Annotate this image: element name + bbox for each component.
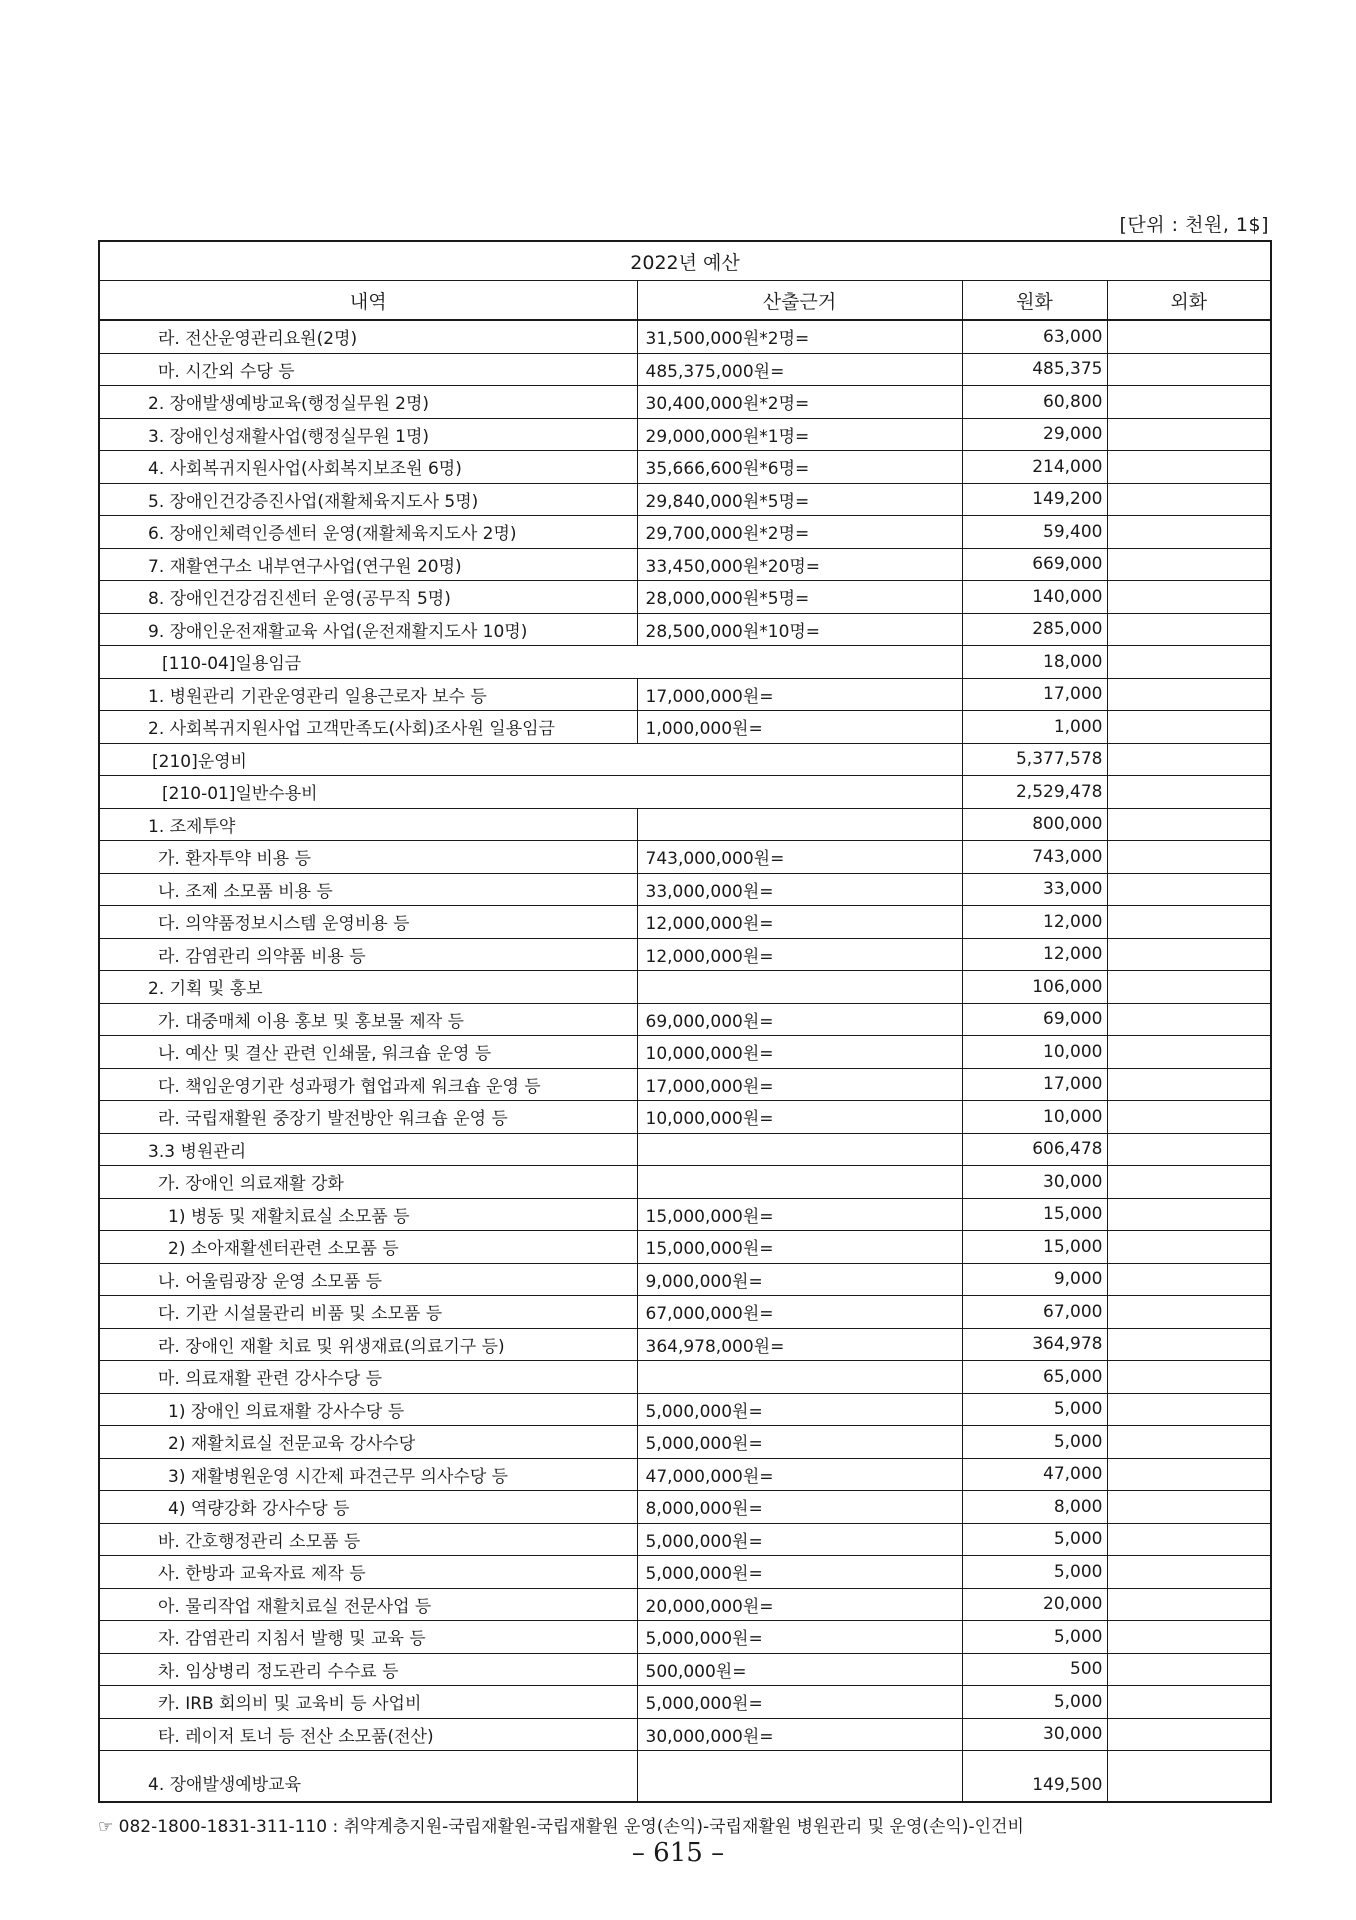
row-basis: 31,500,000원*2명= [637, 320, 962, 353]
table-row [99, 841, 1271, 874]
row-basis: 67,000,000원= [637, 1296, 962, 1329]
row-description: 가. 대중매체 이용 홍보 및 홍보물 제작 등 [99, 1003, 637, 1036]
table-row [99, 1393, 1271, 1426]
row-amount-krw: 18,000 [962, 646, 1107, 679]
row-basis: 12,000,000원= [637, 906, 962, 939]
row-amount-fx [1107, 1393, 1271, 1426]
row-description: 라. 국립재활원 중장기 발전방안 워크숍 운영 등 [99, 1101, 637, 1134]
row-description: 1. 조제투약 [99, 808, 637, 841]
footnote: ☞ 082-1800-1831-311-110 : 취약계층지원-국립재활원-국립재활원 운영(손익)-국립재활원 병원관리 및 운영(손익)-인건비 [98, 1817, 1024, 1837]
table-row [99, 451, 1271, 484]
row-basis: 10,000,000원= [637, 1101, 962, 1134]
table-row [99, 1198, 1271, 1231]
table-row [99, 1686, 1271, 1719]
row-description: [210-01]일반수용비 [99, 776, 962, 809]
row-amount-fx [1107, 1036, 1271, 1069]
row-description: 다. 의약품정보시스템 운영비용 등 [99, 906, 637, 939]
row-description: 2. 사회복귀지원사업 고객만족도(사회)조사원 일용임금 [99, 711, 637, 744]
row-amount-krw: 5,000 [962, 1556, 1107, 1589]
row-amount-fx [1107, 1068, 1271, 1101]
row-description: 4) 역량강화 강사수당 등 [99, 1491, 637, 1524]
table-row [99, 613, 1271, 646]
row-basis: 5,000,000원= [637, 1426, 962, 1459]
row-description: 2. 기획 및 홍보 [99, 971, 637, 1004]
row-amount-fx [1107, 1458, 1271, 1491]
row-amount-fx [1107, 516, 1271, 549]
table-row [99, 516, 1271, 549]
row-description: 3.3 병원관리 [99, 1133, 637, 1166]
row-amount-fx [1107, 906, 1271, 939]
row-description: 4. 장애발생예방교육 [99, 1751, 637, 1803]
row-description: 자. 감염관리 지침서 발행 및 교육 등 [99, 1621, 637, 1654]
table-row [99, 678, 1271, 711]
table-row [99, 743, 1271, 776]
row-description: 7. 재활연구소 내부연구사업(연구원 20명) [99, 548, 637, 581]
table-row [99, 1653, 1271, 1686]
row-amount-fx [1107, 1653, 1271, 1686]
row-basis: 8,000,000원= [637, 1491, 962, 1524]
row-amount-krw: 60,800 [962, 386, 1107, 419]
row-description: 마. 의료재활 관련 강사수당 등 [99, 1361, 637, 1394]
row-amount-fx [1107, 451, 1271, 484]
row-amount-krw: 5,000 [962, 1686, 1107, 1719]
table-row [99, 418, 1271, 451]
table-row [99, 1003, 1271, 1036]
row-amount-fx [1107, 353, 1271, 386]
row-description: 가. 장애인 의료재활 강화 [99, 1166, 637, 1199]
row-basis: 15,000,000원= [637, 1198, 962, 1231]
row-amount-fx [1107, 1718, 1271, 1751]
row-amount-fx [1107, 418, 1271, 451]
row-description: 라. 전산운영관리요원(2명) [99, 320, 637, 353]
row-amount-krw: 30,000 [962, 1718, 1107, 1751]
row-basis: 33,000,000원= [637, 873, 962, 906]
row-basis: 69,000,000원= [637, 1003, 962, 1036]
row-basis: 5,000,000원= [637, 1393, 962, 1426]
row-amount-fx [1107, 1003, 1271, 1036]
table-row [99, 646, 1271, 679]
row-basis: 5,000,000원= [637, 1556, 962, 1589]
row-amount-fx [1107, 1621, 1271, 1654]
row-amount-krw: 743,000 [962, 841, 1107, 874]
row-description: 2. 장애발생예방교육(행정실무원 2명) [99, 386, 637, 419]
table-row [99, 386, 1271, 419]
row-amount-fx [1107, 1263, 1271, 1296]
row-amount-krw: 5,000 [962, 1523, 1107, 1556]
row-description: 1) 장애인 의료재활 강사수당 등 [99, 1393, 637, 1426]
row-basis: 28,000,000원*5명= [637, 581, 962, 614]
row-amount-krw: 500 [962, 1653, 1107, 1686]
row-basis [637, 1361, 962, 1394]
row-description: 2) 소아재활센터관련 소모품 등 [99, 1231, 637, 1264]
row-amount-fx [1107, 1166, 1271, 1199]
table-row [99, 1621, 1271, 1654]
row-description: 6. 장애인체력인증센터 운영(재활체육지도사 2명) [99, 516, 637, 549]
row-amount-fx [1107, 1556, 1271, 1589]
budget-table [98, 240, 1272, 1803]
row-basis: 17,000,000원= [637, 678, 962, 711]
table-row [99, 1361, 1271, 1394]
row-amount-krw: 20,000 [962, 1588, 1107, 1621]
column-header-fx: 외화 [1107, 281, 1271, 321]
row-description: [110-04]일용임금 [99, 646, 962, 679]
row-basis: 17,000,000원= [637, 1068, 962, 1101]
row-amount-fx [1107, 1588, 1271, 1621]
row-description: 라. 감염관리 의약품 비용 등 [99, 938, 637, 971]
table-row [99, 906, 1271, 939]
row-amount-krw: 800,000 [962, 808, 1107, 841]
row-amount-krw: 140,000 [962, 581, 1107, 614]
table-row [99, 548, 1271, 581]
table-row [99, 711, 1271, 744]
row-description: 카. IRB 회의비 및 교육비 등 사업비 [99, 1686, 637, 1719]
row-amount-fx [1107, 1491, 1271, 1524]
page-number: – 615 – [631, 1838, 725, 1868]
table-row [99, 1588, 1271, 1621]
row-description: 다. 기관 시설물관리 비품 및 소모품 등 [99, 1296, 637, 1329]
row-amount-krw: 669,000 [962, 548, 1107, 581]
row-description: 바. 간호행정관리 소모품 등 [99, 1523, 637, 1556]
row-basis: 33,450,000원*20명= [637, 548, 962, 581]
table-row [99, 353, 1271, 386]
row-amount-fx [1107, 776, 1271, 809]
row-description: 9. 장애인운전재활교육 사업(운전재활지도사 10명) [99, 613, 637, 646]
row-amount-krw: 17,000 [962, 678, 1107, 711]
column-header-basis: 산출근거 [637, 281, 962, 321]
row-basis: 20,000,000원= [637, 1588, 962, 1621]
table-row [99, 1036, 1271, 1069]
row-basis: 47,000,000원= [637, 1458, 962, 1491]
row-amount-fx [1107, 581, 1271, 614]
row-basis: 1,000,000원= [637, 711, 962, 744]
table-row [99, 1133, 1271, 1166]
row-amount-krw: 69,000 [962, 1003, 1107, 1036]
column-header-desc: 내역 [99, 281, 637, 321]
row-amount-krw: 1,000 [962, 711, 1107, 744]
row-amount-krw: 29,000 [962, 418, 1107, 451]
row-description: 1. 병원관리 기관운영관리 일용근로자 보수 등 [99, 678, 637, 711]
row-basis: 35,666,600원*6명= [637, 451, 962, 484]
table-row [99, 1458, 1271, 1491]
table-row [99, 808, 1271, 841]
row-description: 차. 임상병리 정도관리 수수료 등 [99, 1653, 637, 1686]
row-basis: 29,000,000원*1명= [637, 418, 962, 451]
row-amount-fx [1107, 1198, 1271, 1231]
row-amount-krw: 2,529,478 [962, 776, 1107, 809]
row-amount-krw: 30,000 [962, 1166, 1107, 1199]
row-amount-krw: 149,200 [962, 483, 1107, 516]
row-basis [637, 808, 962, 841]
row-description: 마. 시간외 수당 등 [99, 353, 637, 386]
row-amount-krw: 5,000 [962, 1393, 1107, 1426]
row-amount-fx [1107, 808, 1271, 841]
row-amount-krw: 12,000 [962, 938, 1107, 971]
row-amount-fx [1107, 548, 1271, 581]
row-amount-fx [1107, 1523, 1271, 1556]
row-description: 1) 병동 및 재활치료실 소모품 등 [99, 1198, 637, 1231]
row-description: 나. 예산 및 결산 관련 인쇄물, 워크숍 운영 등 [99, 1036, 637, 1069]
row-amount-fx [1107, 1296, 1271, 1329]
row-amount-krw: 606,478 [962, 1133, 1107, 1166]
row-amount-fx [1107, 678, 1271, 711]
row-amount-fx [1107, 1686, 1271, 1719]
row-basis: 12,000,000원= [637, 938, 962, 971]
table-row [99, 1231, 1271, 1264]
unit-label: [단위 : 천원, 1$] [1119, 214, 1269, 236]
row-description: 4. 사회복귀지원사업(사회복지보조원 6명) [99, 451, 637, 484]
row-amount-fx [1107, 841, 1271, 874]
row-description: 사. 한방과 교육자료 제작 등 [99, 1556, 637, 1589]
row-amount-fx [1107, 873, 1271, 906]
row-basis: 10,000,000원= [637, 1036, 962, 1069]
row-amount-krw: 33,000 [962, 873, 1107, 906]
table-row [99, 1101, 1271, 1134]
table-row [99, 873, 1271, 906]
row-basis [637, 1133, 962, 1166]
row-amount-krw: 9,000 [962, 1263, 1107, 1296]
row-basis: 500,000원= [637, 1653, 962, 1686]
row-basis [637, 1751, 962, 1803]
row-basis: 5,000,000원= [637, 1523, 962, 1556]
row-amount-krw: 10,000 [962, 1036, 1107, 1069]
row-description: 2) 재활치료실 전문교육 강사수당 [99, 1426, 637, 1459]
row-amount-krw: 15,000 [962, 1231, 1107, 1264]
row-amount-fx [1107, 386, 1271, 419]
table-row [99, 320, 1271, 353]
row-amount-krw: 17,000 [962, 1068, 1107, 1101]
row-basis: 5,000,000원= [637, 1686, 962, 1719]
table-row [99, 1491, 1271, 1524]
row-description: 타. 레이저 토너 등 전산 소모품(전산) [99, 1718, 637, 1751]
row-amount-fx [1107, 1101, 1271, 1134]
row-amount-krw: 485,375 [962, 353, 1107, 386]
table-row [99, 581, 1271, 614]
table-row [99, 1166, 1271, 1199]
row-amount-fx [1107, 613, 1271, 646]
table-row [99, 1751, 1271, 1803]
row-description: 5. 장애인건강증진사업(재활체육지도사 5명) [99, 483, 637, 516]
row-basis: 9,000,000원= [637, 1263, 962, 1296]
row-amount-fx [1107, 1751, 1271, 1803]
row-description: 나. 조제 소모품 비용 등 [99, 873, 637, 906]
table-row [99, 776, 1271, 809]
row-amount-krw: 65,000 [962, 1361, 1107, 1394]
row-amount-krw: 47,000 [962, 1458, 1107, 1491]
row-basis: 30,400,000원*2명= [637, 386, 962, 419]
row-amount-krw: 149,500 [962, 1751, 1107, 1803]
table-row [99, 1296, 1271, 1329]
table-row [99, 1263, 1271, 1296]
table-row [99, 1426, 1271, 1459]
row-amount-fx [1107, 320, 1271, 353]
row-amount-fx [1107, 1231, 1271, 1264]
row-amount-krw: 15,000 [962, 1198, 1107, 1231]
row-amount-krw: 8,000 [962, 1491, 1107, 1524]
table-row [99, 1068, 1271, 1101]
table-row [99, 483, 1271, 516]
row-amount-fx [1107, 1361, 1271, 1394]
row-description: 아. 물리작업 재활치료실 전문사업 등 [99, 1588, 637, 1621]
row-basis: 29,840,000원*5명= [637, 483, 962, 516]
table-row [99, 1718, 1271, 1751]
row-description: [210]운영비 [99, 743, 962, 776]
row-amount-krw: 5,377,578 [962, 743, 1107, 776]
row-amount-fx [1107, 1426, 1271, 1459]
row-amount-fx [1107, 646, 1271, 679]
row-amount-krw: 12,000 [962, 906, 1107, 939]
row-basis: 15,000,000원= [637, 1231, 962, 1264]
row-basis: 743,000,000원= [637, 841, 962, 874]
row-description: 8. 장애인건강검진센터 운영(공무직 5명) [99, 581, 637, 614]
row-amount-fx [1107, 938, 1271, 971]
row-description: 다. 책임운영기관 성과평가 협업과제 워크숍 운영 등 [99, 1068, 637, 1101]
row-amount-krw: 67,000 [962, 1296, 1107, 1329]
row-basis: 364,978,000원= [637, 1328, 962, 1361]
table-row [99, 1523, 1271, 1556]
table-row [99, 938, 1271, 971]
table-row [99, 1328, 1271, 1361]
row-amount-fx [1107, 711, 1271, 744]
row-basis [637, 971, 962, 1004]
table-row [99, 971, 1271, 1004]
row-amount-fx [1107, 1328, 1271, 1361]
row-description: 가. 환자투약 비용 등 [99, 841, 637, 874]
row-basis [637, 1166, 962, 1199]
row-amount-krw: 285,000 [962, 613, 1107, 646]
row-basis: 29,700,000원*2명= [637, 516, 962, 549]
table-row [99, 1556, 1271, 1589]
row-amount-fx [1107, 1133, 1271, 1166]
row-amount-fx [1107, 483, 1271, 516]
table-body [99, 320, 1271, 1802]
row-basis: 485,375,000원= [637, 353, 962, 386]
row-amount-krw: 59,400 [962, 516, 1107, 549]
row-amount-krw: 5,000 [962, 1621, 1107, 1654]
row-amount-krw: 5,000 [962, 1426, 1107, 1459]
row-basis: 30,000,000원= [637, 1718, 962, 1751]
row-basis: 5,000,000원= [637, 1621, 962, 1654]
year-header: 2022년 예산 [99, 241, 1271, 281]
column-header-krw: 원화 [962, 281, 1107, 321]
row-basis: 28,500,000원*10명= [637, 613, 962, 646]
row-amount-krw: 106,000 [962, 971, 1107, 1004]
row-amount-krw: 214,000 [962, 451, 1107, 484]
row-description: 라. 장애인 재활 치료 및 위생재료(의료기구 등) [99, 1328, 637, 1361]
row-description: 나. 어울림광장 운영 소모품 등 [99, 1263, 637, 1296]
row-amount-krw: 10,000 [962, 1101, 1107, 1134]
row-description: 3. 장애인성재활사업(행정실무원 1명) [99, 418, 637, 451]
row-amount-krw: 63,000 [962, 320, 1107, 353]
row-amount-fx [1107, 971, 1271, 1004]
row-description: 3) 재활병원운영 시간제 파견근무 의사수당 등 [99, 1458, 637, 1491]
row-amount-fx [1107, 743, 1271, 776]
row-amount-krw: 364,978 [962, 1328, 1107, 1361]
